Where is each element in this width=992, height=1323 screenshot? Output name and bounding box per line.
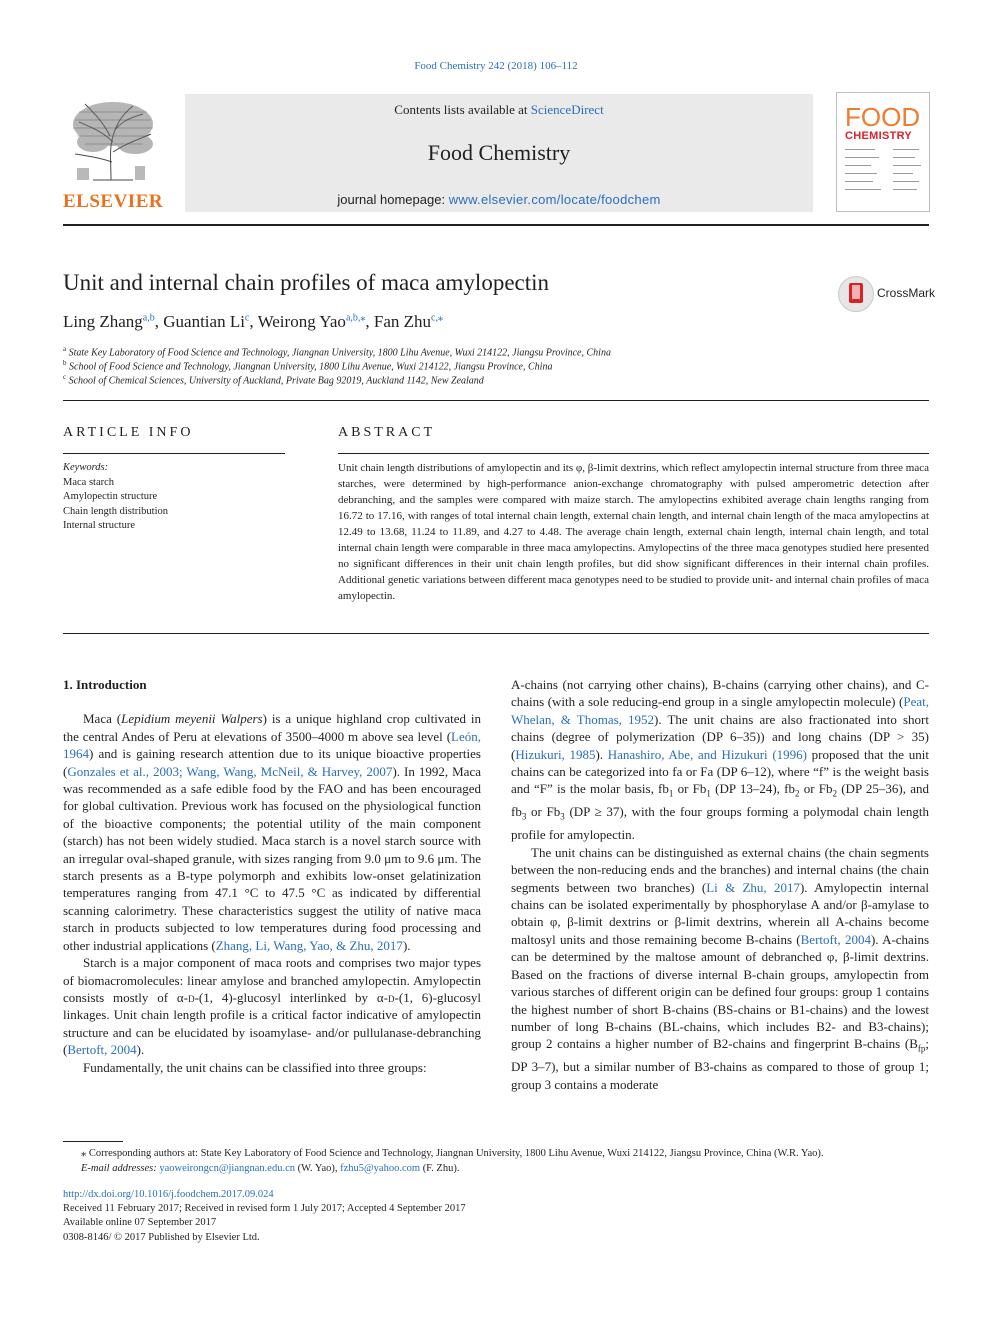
introduction-heading: 1. Introduction xyxy=(63,677,147,692)
journal-title: Food Chemistry xyxy=(427,140,571,165)
article-title: Unit and internal chain profiles of maca amylopectin xyxy=(63,270,550,295)
affiliation-sup: c xyxy=(63,373,67,381)
received-dates: Received 11 February 2017; Received in revised form 1 July 2017; Accepted 4 September 2017 xyxy=(63,1203,466,1215)
affiliation-b xyxy=(63,359,552,372)
section-rule xyxy=(63,400,929,401)
keywords-label: Keywords: xyxy=(63,462,109,473)
doi-link[interactable]: http://dx.doi.org/10.1016/j.foodchem.2017.09.024 xyxy=(63,1189,274,1200)
affiliation-sup: b xyxy=(63,359,67,367)
author-name[interactable]: Weirong Yao xyxy=(257,312,346,331)
species-name: Lepidium meyenii Walpers xyxy=(121,711,263,727)
author-name[interactable]: Fan Zhu xyxy=(373,312,432,331)
abstract-bottom-rule xyxy=(63,633,929,634)
author-affil-sup[interactable]: c,⁎ xyxy=(431,312,443,324)
author-affil-sup[interactable]: a,b xyxy=(142,312,155,324)
body-column-right xyxy=(511,676,929,1093)
footnote xyxy=(63,1146,929,1176)
author-affil-sup[interactable]: a,b,⁎ xyxy=(345,312,366,324)
abstract-rule xyxy=(338,453,929,454)
author-list: Ling Zhang$^{a,b}$, Guantian Li$^c$, Weirong Yao$^{a,b,⁎}$, Fan Zhu$^{c,⁎}$ xyxy=(63,312,443,331)
paragraph: A-chains (not carrying other chains), B-chains (carrying other chains), and C-chains (with a sole reducing-end group in a single amylopectin molecule) (Peat, Whelan, & Thomas, 1952). The unit chains are also fractionated into short chains (degree of polymerization (DP 6–35)) and long chains (DP > 35) (Hizukuri, 1985). Hanashiro, Abe, and Hizukuri (1996) proposed that the unit chains can be categorized into fa or Fa (DP 6–12), where “f” is the weight basis and “F” is the molar basis, $fb_1$ or $Fb_1$ (DP 13–24), $fb_2$ or $Fb_2$ (DP 25–36), and $fb_3$ or $Fb_3$ (DP ≥ 37), with the four groups forming a polymodal chain length profile for amylopectin. xyxy=(511,677,930,843)
header-rule xyxy=(63,224,929,226)
citation-link[interactable]: Bertoft, 2004 xyxy=(67,1042,137,1058)
homepage-line xyxy=(185,192,813,207)
paragraph: Fundamentally, the unit chains can be classified into three groups: xyxy=(83,1059,427,1075)
cover-title-chemistry: CHEMISTRY xyxy=(845,130,913,142)
article-info-heading: ARTICLE INFO xyxy=(63,425,194,440)
body-column-left xyxy=(63,676,481,1076)
abstract-text: Unit chain length distributions of amylopectin and its φ, β-limit dextrins, which reflect amylopectin internal structure from three maca starches, were determined by high-performance anion-exchange chromatography with pulsed amperometric detection after debranching, and the samples were compared with maize starch. The amylopectins exhibited average chain lengths ranging from 16.72 to 17.16, with ranges of total internal chain length, external chain length, and internal chain length of the maca amylopectins at 12.49 to 13.68, 11.24 to 11.89, and 4.27 to 4.48. The average chain length, external chain length, internal chain length, and total internal chain length were comparable in three maca amylopectins. Amylopectins of the three maca genotypes studied here presented no significant differences in their unit chain length profiles, but did show significant differences in their internal chain profiles. Additional genetic variations between different maca genotypes need to be studied to provide unit- and internal chain profiles of maca amylopectin. xyxy=(338,462,929,602)
citation-link[interactable]: Gonzales et al., 2003; Wang, Wang, McNeil, & Harvey, 2007 xyxy=(67,763,393,779)
citation-link[interactable]: León, 1964 xyxy=(63,728,481,762)
journal-banner xyxy=(185,94,813,212)
citation-link[interactable]: Hizukuri, 1985 xyxy=(515,746,596,762)
keyword-item: Maca starch xyxy=(63,476,115,488)
sciencedirect-link[interactable]: ScienceDirect xyxy=(530,102,604,117)
citation-link[interactable]: Peat, Whelan, & Thomas, 1952 xyxy=(511,694,929,727)
paragraph: Starch is a major component of maca roots and comprises two major types of biomacromolecules: linear amylose and branched amylopectin. Amylopectin consists mostly of α-d-(1, 4)-glucosyl interlinked by α-d-(1, 6)-glucosyl linkages. Unit chain length profile is a critical factor indicative of amylopectin structure and can be elucidated by isoamylase- and/or pullulanase-debranching (Bertoft, 2004). xyxy=(63,955,481,1058)
crossmark-label: CrossMark xyxy=(877,286,936,300)
citation-link[interactable]: Hanashiro, Abe, and Hizukuri (1996) xyxy=(607,746,807,762)
tree-logo-icon xyxy=(63,92,163,184)
paragraph: The unit chains can be distinguished as external chains (the chain segments between the non-reducing ends and the branches) and internal chains (the chain segments between two branches) (Li & Zhu, 2017). Amylopectin internal chains can be isolated experimentally by phosphorylase A and/or β-amylase to obtain φ, β-limit dextrins or β-limit dextrins, wherein all A-chains become maltosyl units and those remaining become B-chains (Bertoft, 2004). A-chains can be determined by the maltose amount of debranched φ, β-limit dextrins. Based on the fractions of diverse internal B-chain groups, amylopectin from various starches of different origin can be defined four groups: group 1 contains the highest number of short B-chains (BS-chains or B1-chains) and the lowest number of long B-chains (BL-chains, which includes B2- and B3-chains); group 2 contains a higher number of B2-chains and fingerprint B-chains ($B_{fp}$; DP 3–7), but a similar number of B3-chains as compared to those of group 1; group 3 contains a moderate xyxy=(511,844,930,1092)
citation-link[interactable]: Li & Zhu, 2017 xyxy=(706,879,800,895)
copyright: 0308-8146/ © 2017 Published by Elsevier Ltd. xyxy=(63,1231,260,1243)
email-link[interactable]: yaoweirongcn@jiangnan.edu.cn xyxy=(159,1163,295,1174)
email-link[interactable]: fzhu5@yahoo.com xyxy=(340,1163,421,1174)
affiliation-text: School of Food Science and Technology, Jiangnan University, 1800 Lihu Avenue, Wuxi 214122, Jiangsu Province, China xyxy=(69,361,553,373)
keyword-item: Amylopectin structure xyxy=(63,491,158,502)
author-affil-sup[interactable]: c xyxy=(244,312,250,324)
journal-cover[interactable] xyxy=(836,92,930,212)
journal-reference[interactable]: Food Chemistry 242 (2018) 106–112 xyxy=(414,60,578,72)
keyword-item: Internal structure xyxy=(63,520,136,531)
contents-prefix: Contents lists available at xyxy=(394,102,531,117)
keyword-item: Chain length distribution xyxy=(63,505,168,517)
affiliation-a xyxy=(63,345,611,358)
article-meta xyxy=(63,1188,466,1245)
affiliation-c xyxy=(63,373,484,386)
publisher-name: ELSEVIER xyxy=(63,191,164,212)
citation-link[interactable]: Bertoft, 2004 xyxy=(800,931,871,947)
crossmark-icon xyxy=(838,276,874,312)
paragraph: Maca (Lepidium meyenii Walpers) is a unique highland crop cultivated in the central Andes of Peru at elevations of 3500–4000 m above sea level (León, 1964) and is gaining research attention due to its unique bioactive properties (Gonzales et al., 2003; Wang, Wang, McNeil, & Harvey, 2007). In 1992, Maca was recommended as a safe edible food by the FAO and has been encouraged for global cultivation. Previous work has focused on the physiological function of the bioactive components; the potential utility of the main component (starch) has not been widely studied. Maca starch is a novel starch source with an irregular oval-shaped granule, with sizes ranging from 9.0 μm to 9.6 μm. The starch presents as a B-type polymorph and exhibits low-onset gelatinization temperatures ranging from 47.1 °C to 47.5 °C as indicated by differential scanning calorimetry. These characteristics suggest the utility of native maca starch in products subjected to low temperatures during food processing and other industrial applications (Zhang, Li, Wang, Yao, & Zhu, 2017). xyxy=(63,711,482,953)
keywords-block xyxy=(63,461,285,534)
email-note: E-mail addresses: yaoweirongcn@jiangnan.edu.cn (W. Yao), fzhu5@yahoo.com (F. Zhu). xyxy=(81,1163,460,1174)
homepage-link[interactable]: www.elsevier.com/locate/foodchem xyxy=(448,192,661,207)
info-rule xyxy=(63,453,285,454)
affiliation-sup: a xyxy=(63,345,67,353)
homepage-prefix: journal homepage: xyxy=(337,192,449,207)
author-name[interactable]: Guantian Li xyxy=(163,312,245,331)
crossmark-badge[interactable] xyxy=(838,276,938,312)
corresponding-author-note: ⁎ Corresponding authors at: State Key Laboratory of Food Science and Technology, Jiangnan University, 1800 Lihu Avenue, Wuxi 214122, Jiangsu Province, China (W.R. Yao). xyxy=(81,1148,824,1159)
cover-title-food: FOOD xyxy=(845,102,921,132)
affiliation-text: State Key Laboratory of Food Science and Technology, Jiangnan University, 1800 Lihu Avenue, Wuxi 214122, Jiangsu Province, China xyxy=(68,347,611,359)
online-date: Available online 07 September 2017 xyxy=(63,1217,217,1229)
publisher-logo[interactable] xyxy=(63,92,163,212)
abstract-heading: ABSTRACT xyxy=(338,425,436,440)
affiliation-text: School of Chemical Sciences, University of Auckland, Private Bag 92019, Auckland 1142, New Zealand xyxy=(68,375,484,387)
contents-line xyxy=(185,102,813,118)
author-name[interactable]: Ling Zhang xyxy=(63,312,143,331)
footnote-rule xyxy=(63,1141,123,1142)
citation-link[interactable]: Zhang, Li, Wang, Yao, & Zhu, 2017 xyxy=(215,937,403,953)
